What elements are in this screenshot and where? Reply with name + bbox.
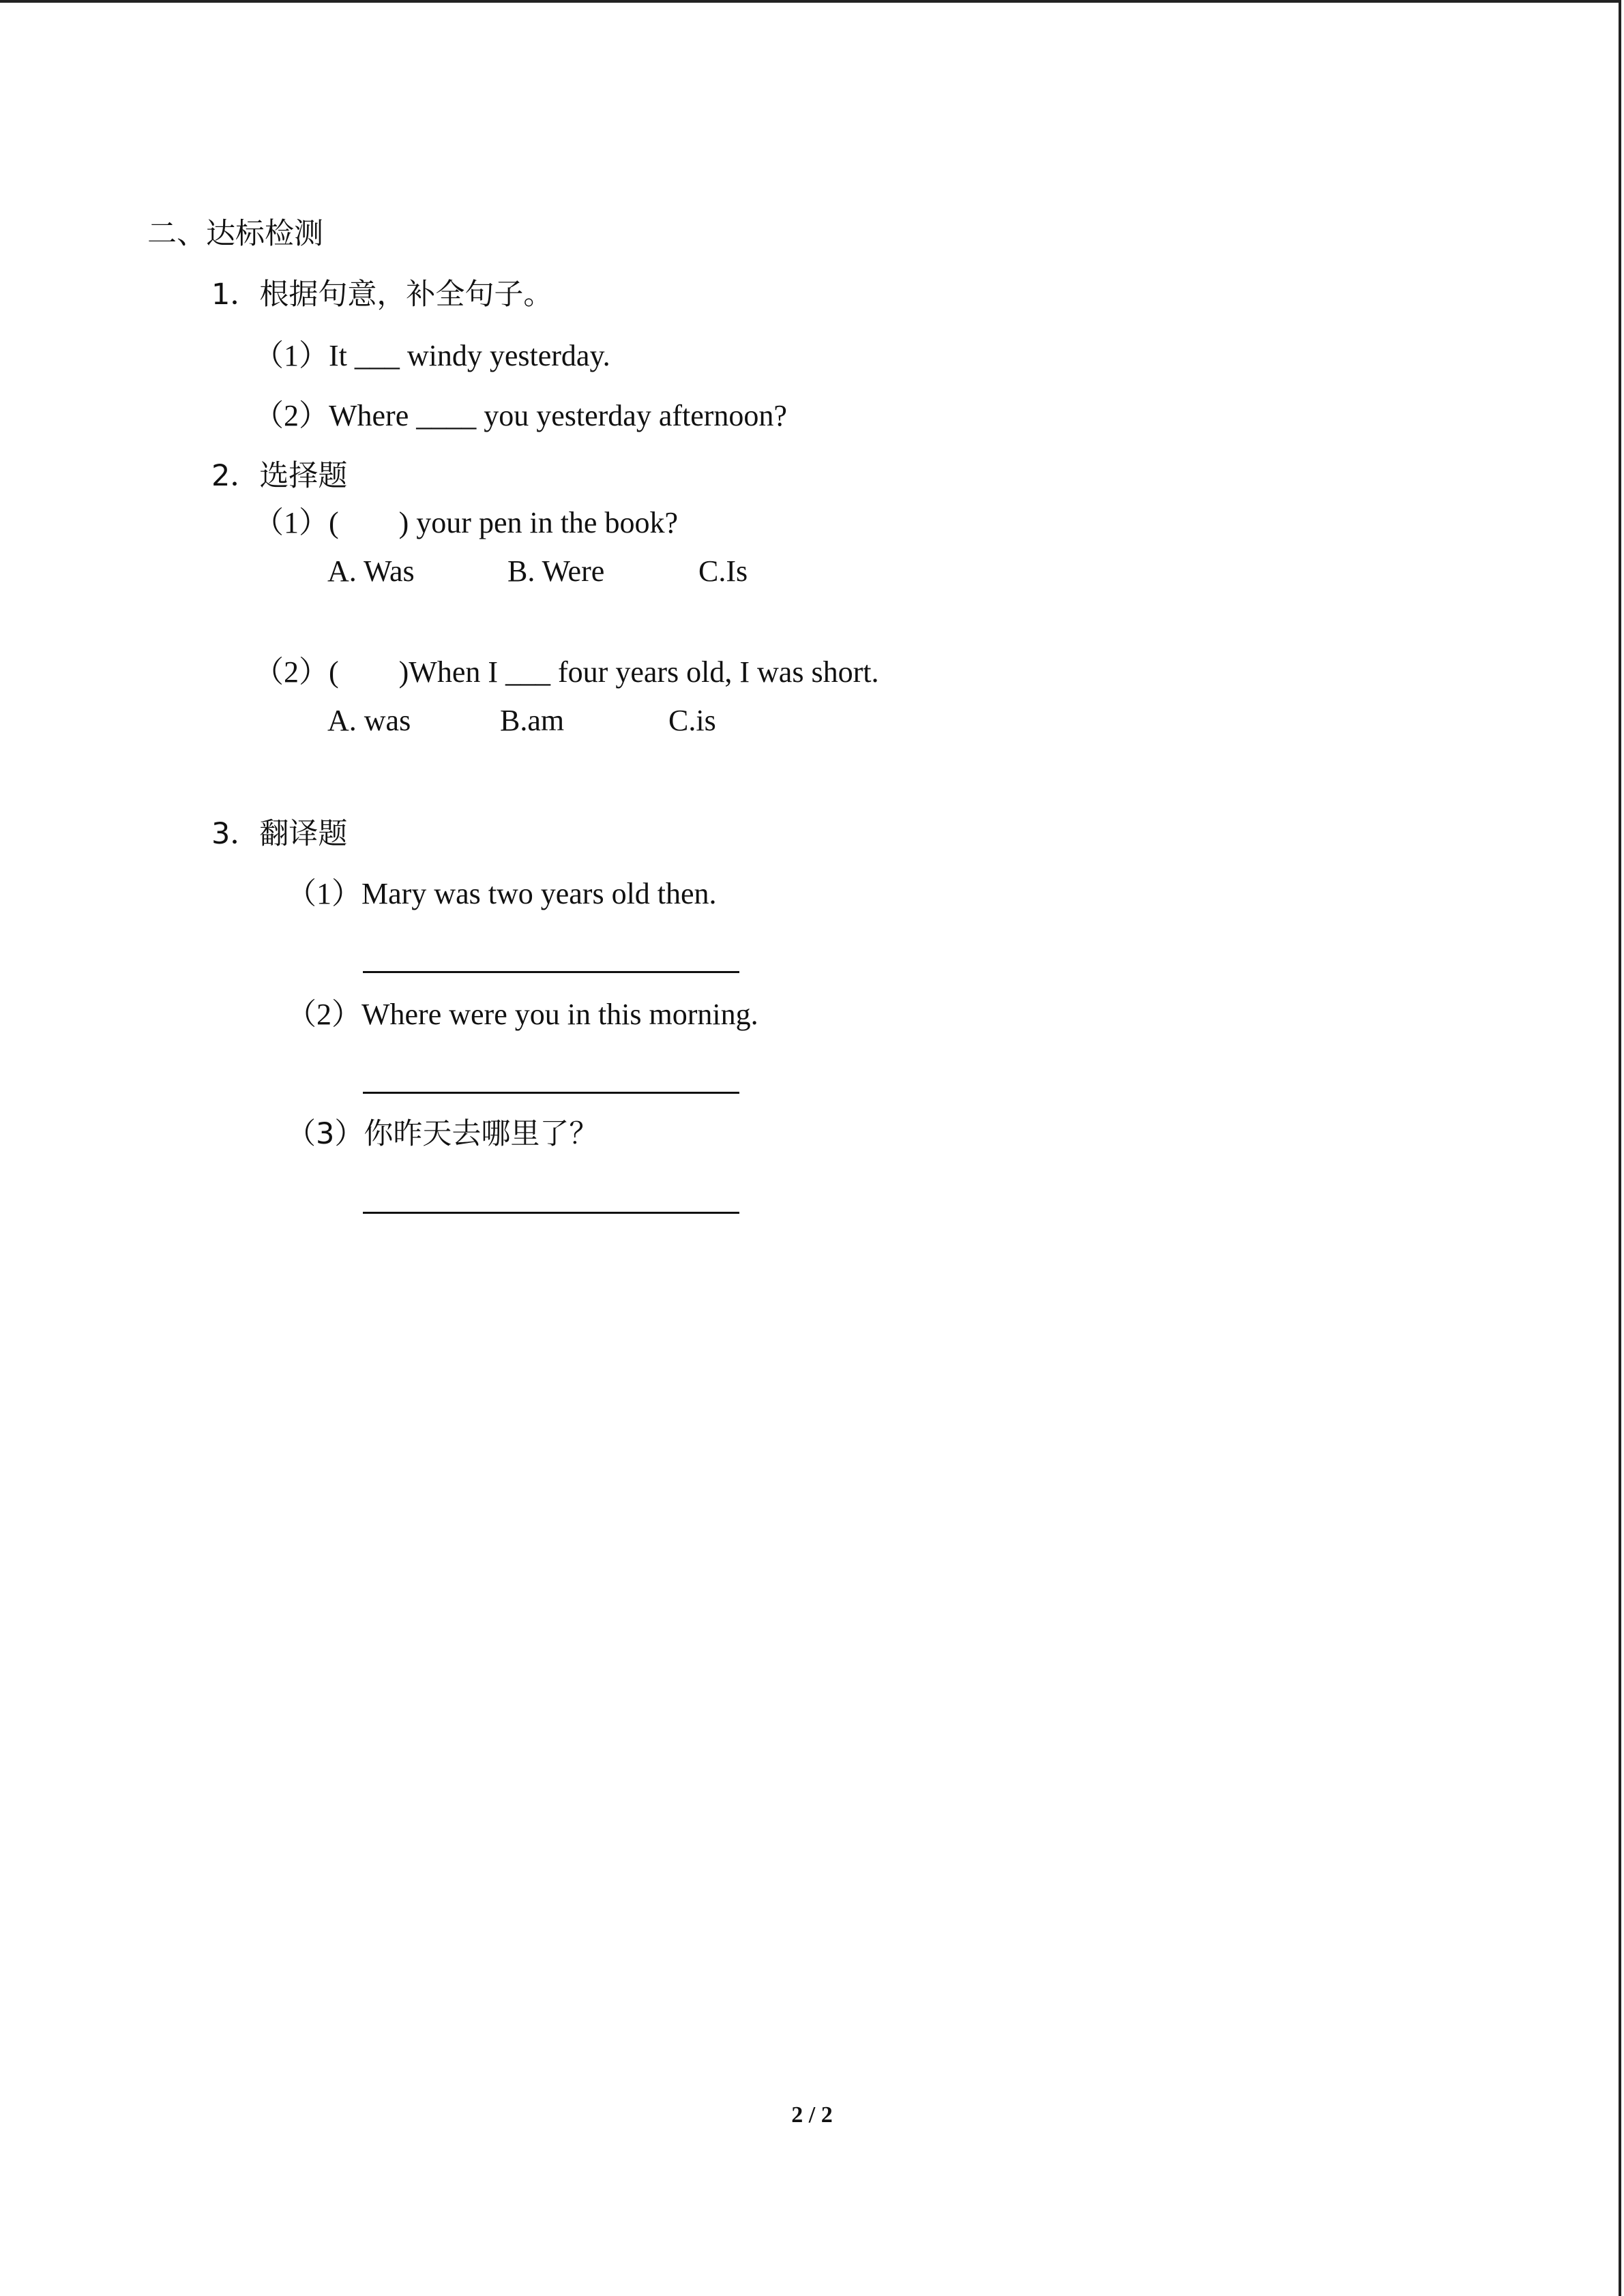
page-number: 2 / 2 (791, 2102, 833, 2128)
q3-answer-line-3[interactable] (363, 1212, 739, 1214)
q2-item-1-option-a: A. Was (327, 554, 415, 588)
q1-title: 1．根据句意，补全句子。 (211, 278, 553, 312)
q2-item-2-option-c: C.is (668, 704, 716, 737)
q2-item-2-option-b: B.am (500, 704, 565, 737)
q2-title: 2．选择题 (211, 459, 348, 493)
q2-item-2-stem: （2）( )When I ___ four years old, I was short. (254, 655, 879, 689)
q2-item-2-option-a: A. was (327, 704, 411, 737)
q3-item-3: （3）你昨天去哪里了？ (286, 1117, 599, 1151)
q2-item-1-option-c: C.Is (698, 554, 748, 588)
q2-item-1-stem: （1）( ) your pen in the book? (254, 506, 678, 539)
q3-answer-line-2[interactable] (363, 1092, 739, 1094)
q3-item-1: （1）Mary was two years old then. (286, 877, 717, 910)
q3-item-2: （2）Where were you in this morning. (286, 998, 758, 1031)
q1-item-1: （1）It ___ windy yesterday. (254, 339, 610, 372)
q3-answer-line-1[interactable] (363, 971, 739, 973)
q2-item-1-option-b: B. Were (507, 554, 605, 588)
section-heading: 二、达标检测 (147, 217, 323, 251)
q1-item-2: （2）Where ____ you yesterday afternoon? (254, 399, 787, 432)
q3-title: 3．翻译题 (211, 817, 348, 851)
